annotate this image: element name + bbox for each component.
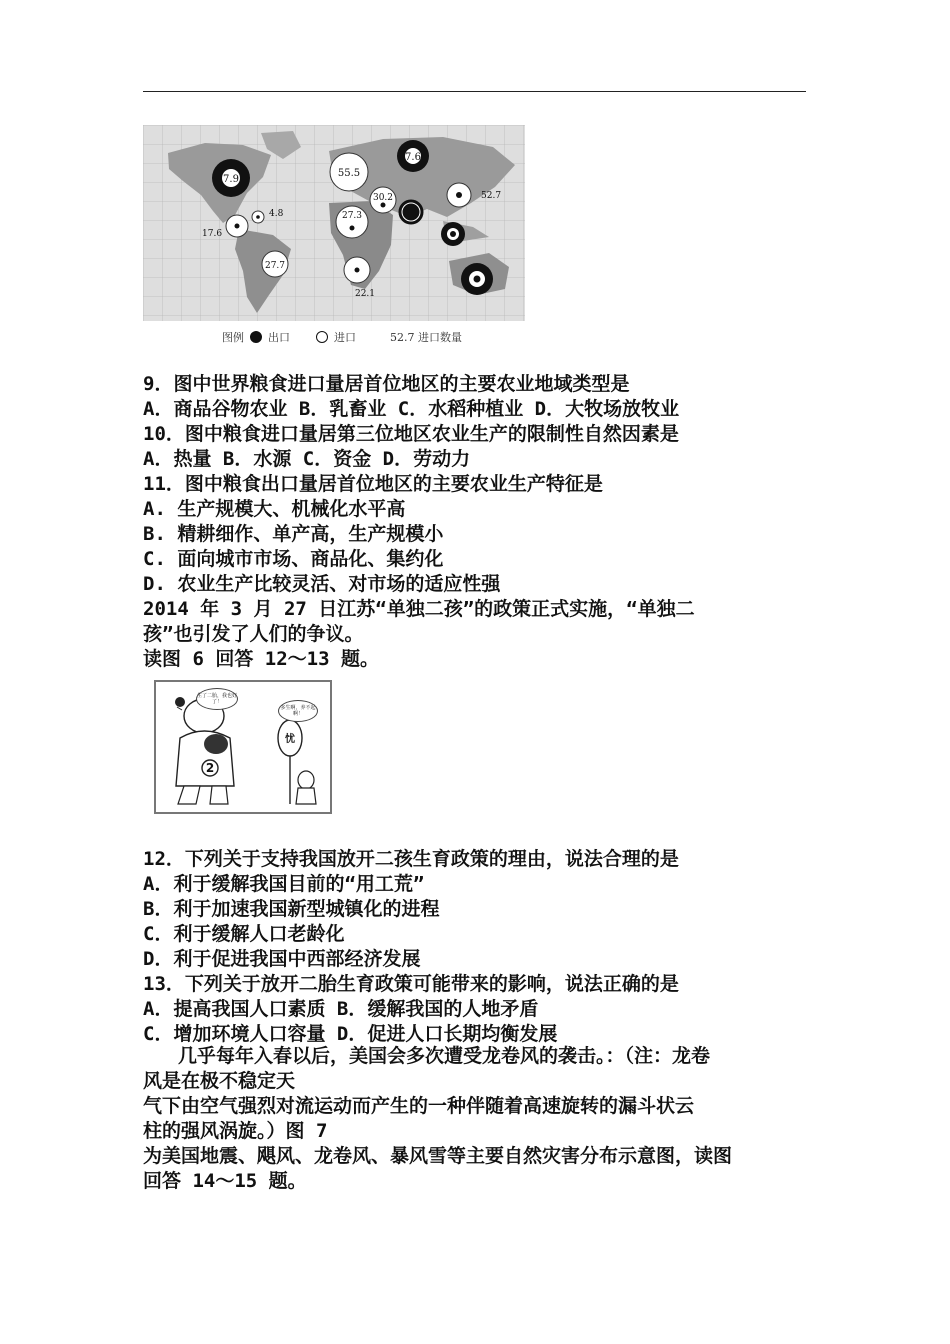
question-10-options: A．热量 B．水源 C．资金 D．劳动力 — [143, 448, 471, 470]
map-graphic — [143, 125, 525, 321]
import-value-europe: 55.5 — [337, 168, 361, 179]
passage-line-2: 风是在极不稳定天 — [143, 1070, 296, 1092]
map-legend — [222, 329, 462, 345]
left-bubble-text: 生了二胎，我也好了！ — [197, 693, 238, 705]
two-child-policy-intro-line-2: 孩”也引发了人们的争议。 — [143, 623, 364, 645]
import-marker-north-africa — [336, 206, 368, 238]
question-11-option-a: A. 生产规模大、机械化水平高 — [143, 498, 406, 520]
worry-sign-text: 忧 — [285, 734, 295, 745]
export-value-east-europe: 7.6 — [405, 152, 421, 163]
question-9-stem: 9．图中世界粮食进口量居首位地区的主要农业地域类型是 — [143, 373, 630, 395]
header-rule — [143, 91, 806, 92]
export-marker-north-america — [212, 159, 250, 197]
export-value-north-america: 7.9 — [223, 174, 239, 185]
question-12-option-d: D．利于促进我国中西部经济发展 — [143, 948, 421, 970]
legend-title: 图例 — [222, 331, 244, 344]
export-marker-east-europe — [397, 140, 429, 172]
passage-line-1: 几乎每年入春以后，美国会多次遭受龙卷风的袭击。：（注：龙卷 — [178, 1045, 711, 1067]
two-child-policy-intro-line-1: 2014 年 3 月 27 日江苏“单独二孩”的政策正式实施，“单独二 — [143, 598, 695, 620]
import-marker-europe — [330, 153, 368, 191]
figure-6-instruction: 读图 6 回答 12～13 题。 — [143, 648, 379, 670]
export-marker-southeast-asia — [441, 222, 465, 246]
left-speech-bubble — [196, 688, 238, 710]
question-11-stem: 11．图中粮食出口量居首位地区的主要农业生产特征是 — [143, 473, 603, 495]
questions-9-to-13-intro — [143, 372, 823, 672]
world-grain-trade-map — [143, 125, 525, 321]
import-value-south-america: 27.7 — [264, 261, 286, 271]
question-13-stem: 13．下列关于放开二胎生育政策可能带来的影响，说法正确的是 — [143, 973, 679, 995]
worried-figure — [278, 720, 316, 804]
export-marker-australia — [461, 263, 493, 295]
passage-line-6: 回答 14～15 题。 — [143, 1170, 307, 1192]
import-marker-west-asia — [370, 187, 396, 213]
legend-export-label: 出口 — [268, 331, 290, 344]
parent-figure — [175, 697, 234, 804]
question-13-options-ab: A．提高我国人口素质 B．缓解我国的人地矛盾 — [143, 998, 539, 1020]
legend-quantity-label: 52.7 进口数量 — [390, 331, 462, 344]
question-12-option-a: A．利于缓解我国目前的“用工荒” — [143, 873, 425, 895]
passage-line-4: 柱的强风涡旋。）图 7 — [143, 1120, 328, 1142]
question-12-stem: 12．下列关于支持我国放开二孩生育政策的理由，说法合理的是 — [143, 848, 679, 870]
import-value-mexico: 17.6 — [202, 229, 223, 239]
question-13-options-cd: C．增加环境人口容量 D．促进人口长期均衡发展 — [143, 1023, 558, 1045]
question-11-option-c: C. 面向城市市场、商品化、集约化 — [143, 548, 444, 570]
questions-12-13 — [143, 847, 823, 1047]
import-marker-south-america — [262, 251, 288, 277]
legend-import-label: 进口 — [334, 331, 356, 344]
right-bubble-text: 多生啊，养不起啊！ — [280, 705, 316, 717]
import-dot-icon — [316, 331, 328, 343]
right-speech-bubble — [278, 700, 318, 722]
passage-line-5: 为美国地震、飓风、龙卷风、暴风雪等主要自然灾害分布示意图，读图 — [143, 1145, 733, 1167]
import-value-central-america: 4.8 — [269, 209, 284, 219]
question-10-stem: 10．图中粮食进口量居第三位地区农业生产的限制性自然因素是 — [143, 423, 679, 445]
import-value-west-asia: 30.2 — [372, 193, 394, 203]
two-child-policy-cartoon — [154, 680, 332, 814]
export-marker-south-asia — [399, 200, 423, 224]
import-value-north-africa: 27.3 — [341, 211, 363, 221]
question-12-option-c: C．利于缓解人口老龄化 — [143, 923, 345, 945]
tornado-passage — [143, 1044, 823, 1194]
question-11-option-d: D. 农业生产比较灵活、对市场的适应性强 — [143, 573, 501, 595]
question-12-option-b: B．利于加速我国新型城镇化的进程 — [143, 898, 440, 920]
import-value-east-asia: 52.7 — [481, 191, 502, 201]
export-dot-icon — [250, 331, 262, 343]
import-value-africa: 22.1 — [354, 289, 376, 299]
question-11-option-b: B. 精耕细作、单产高，生产规模小 — [143, 523, 444, 545]
question-9-options: A．商品谷物农业 B．乳畜业 C．水稻种植业 D．大牧场放牧业 — [143, 398, 680, 420]
passage-line-3: 气下由空气强烈对流运动而产生的一种伴随着高速旋转的漏斗状云 — [143, 1095, 695, 1117]
shirt-number: 2 — [205, 761, 215, 775]
